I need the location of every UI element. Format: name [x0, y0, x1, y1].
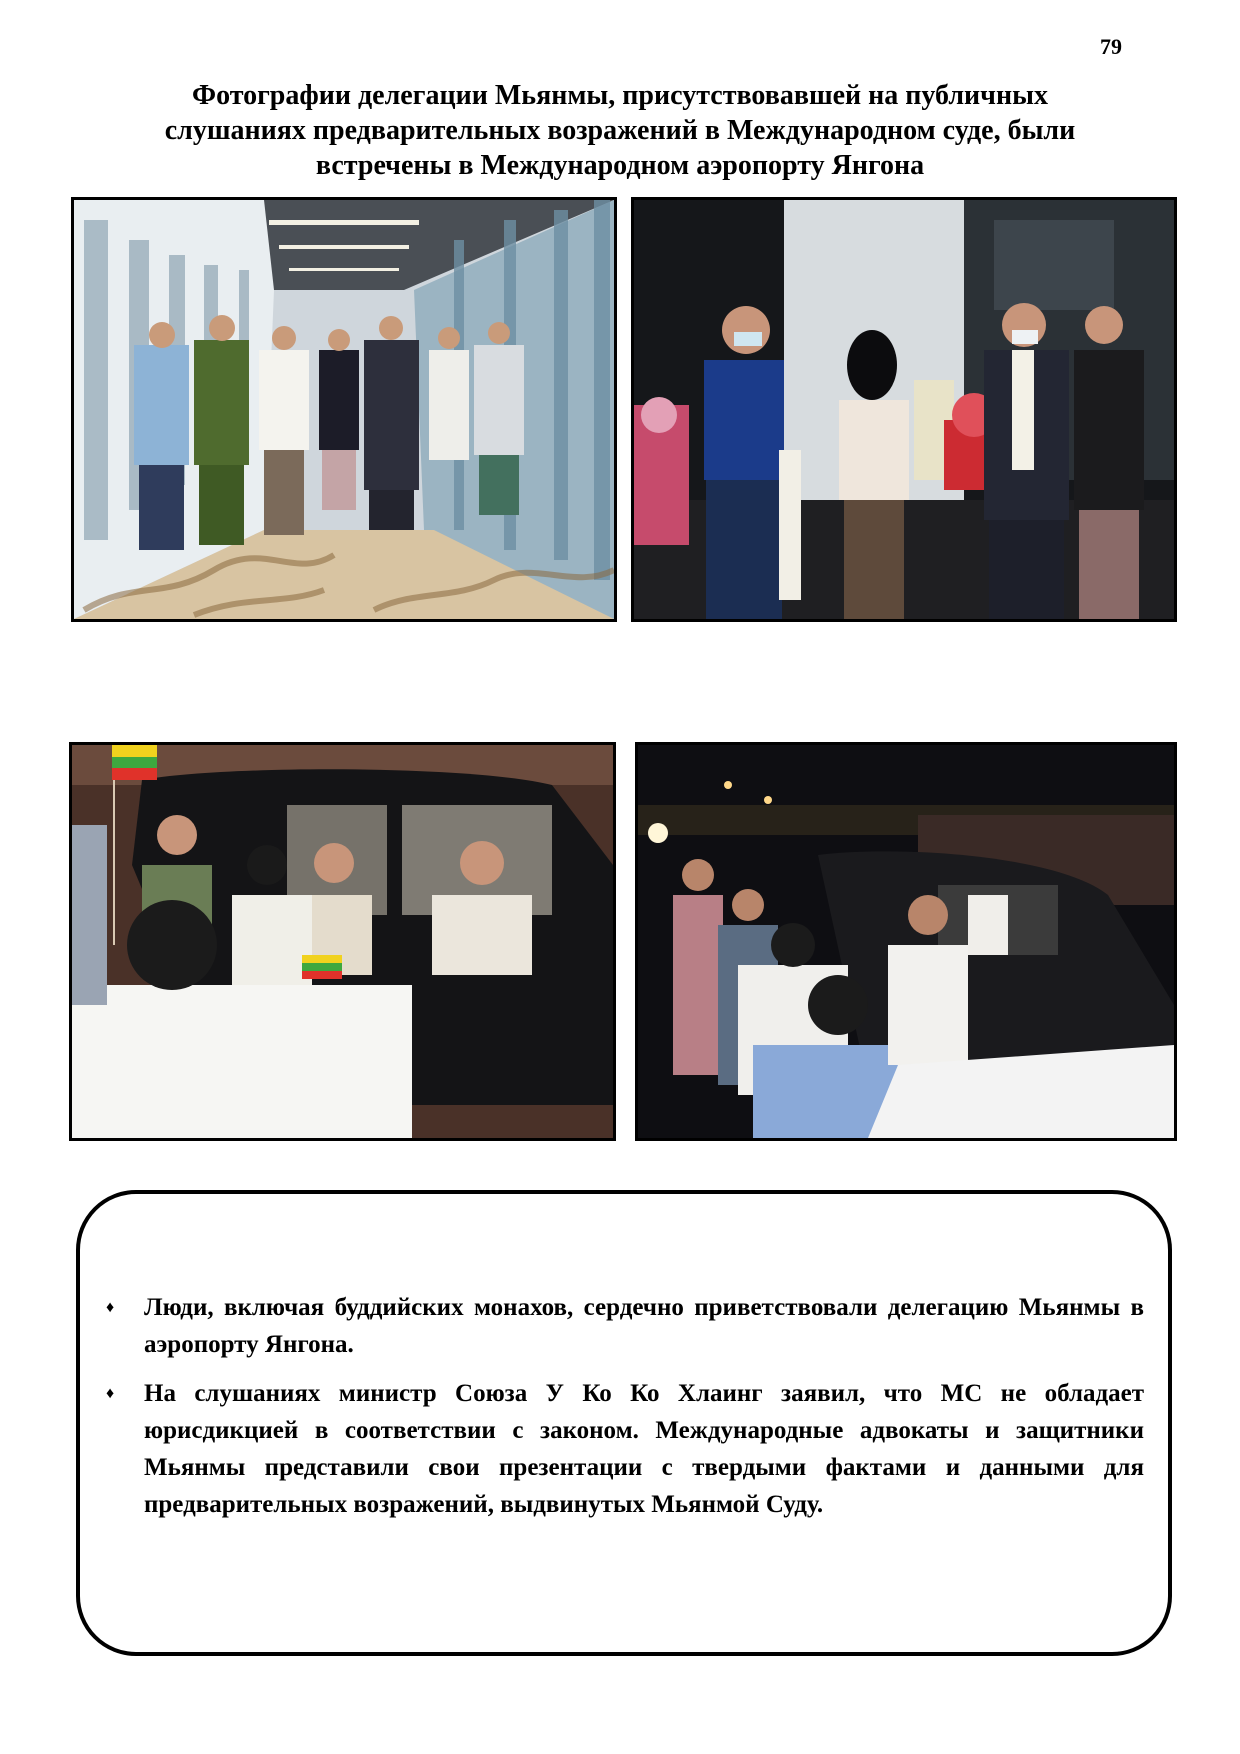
title-line-2: слушаниях предварительных возражений в Международном суде, были — [164, 115, 1076, 146]
page-number: 79 — [1100, 34, 1122, 59]
bullet-item — [104, 1289, 1144, 1363]
diamond-bullet-icon: ♦ — [106, 1385, 115, 1402]
photo-bouquet-welcome — [631, 197, 1177, 622]
page-title — [90, 78, 1150, 183]
bullet-item — [104, 1375, 1144, 1523]
title-line-3: встречены в Международном аэропорту Янгона — [315, 150, 925, 181]
photo-flag-waving-crowd — [69, 742, 616, 1141]
title-line-1: Фотографии делегации Мьянмы, присутствовавшей на публичных — [192, 80, 1048, 111]
photo-delegation-walking — [71, 197, 617, 622]
bullet-text: Люди, включая буддийских монахов, сердечно приветствовали делегацию Мьянмы в аэропорту Янгона. — [144, 1294, 1144, 1358]
bullet-list — [104, 1289, 1144, 1535]
diamond-bullet-icon: ♦ — [106, 1299, 115, 1316]
bullet-text: На слушаниях министр Союза У Ко Ко Хлаинг заявил, что МС не обладает юрисдикцией в соответствии с законом. Международные адвокаты и защитники Мьянмы представили свои презентации с твердыми фактами и данными для предварительных возражений, выдвинутых Мьянмой Суду. — [144, 1380, 1144, 1518]
photo-night-greeting — [635, 742, 1177, 1141]
